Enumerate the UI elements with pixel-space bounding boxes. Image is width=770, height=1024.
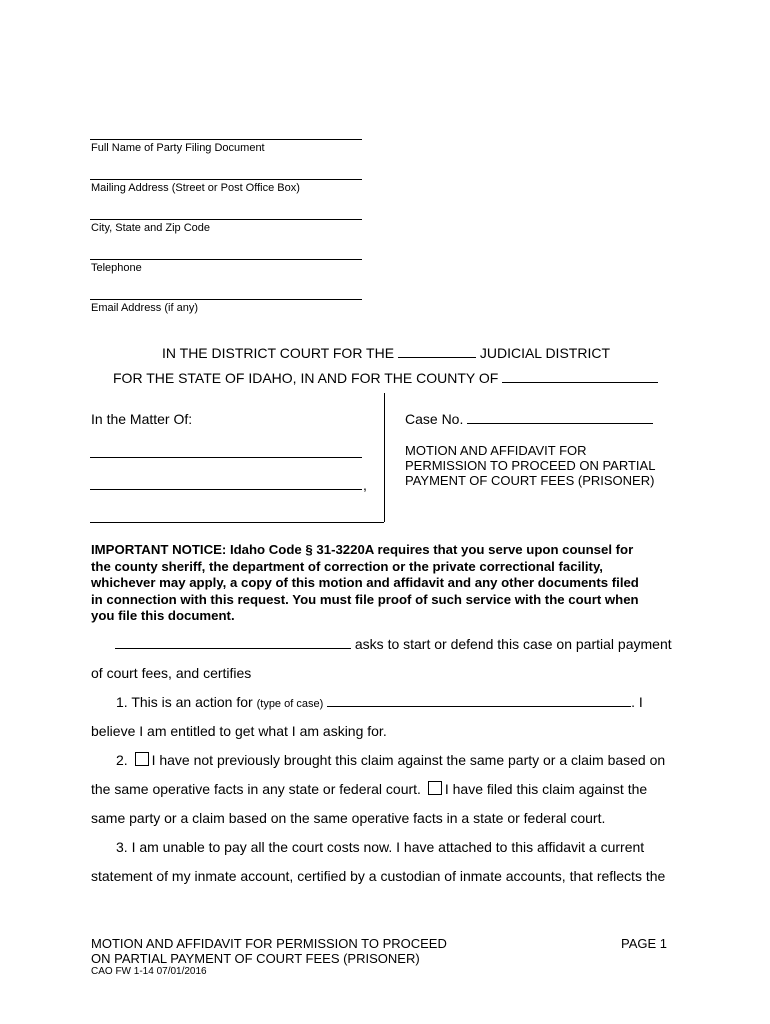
item-2-option-b: I have filed this claim against the bbox=[444, 781, 648, 797]
caption-bottom-line bbox=[90, 522, 384, 523]
item-2-line-1 bbox=[116, 752, 665, 768]
email-label: Email Address (if any) bbox=[91, 302, 198, 314]
district-number-field[interactable] bbox=[398, 357, 476, 358]
caption-divider bbox=[384, 393, 385, 522]
intro-line-1 bbox=[115, 636, 672, 652]
item-2-line-2-text: the same operative facts in any state or federal court. bbox=[91, 781, 421, 797]
case-number-row bbox=[405, 411, 653, 427]
document-title bbox=[405, 443, 655, 488]
address-line[interactable] bbox=[90, 179, 362, 180]
name-line[interactable] bbox=[90, 139, 362, 140]
important-notice bbox=[91, 542, 639, 625]
county-field[interactable] bbox=[502, 382, 658, 383]
item-1-type-hint: (type of case) bbox=[256, 698, 324, 710]
item-1-prefix: 1. This is an action for bbox=[116, 694, 253, 710]
case-number-field[interactable] bbox=[467, 423, 653, 424]
city-label: City, State and Zip Code bbox=[91, 222, 211, 234]
item-2-prefix: 2. bbox=[116, 752, 128, 768]
city-line[interactable] bbox=[90, 219, 362, 220]
document-title-line: PAYMENT OF COURT FEES (PRISONER) bbox=[405, 473, 655, 488]
court-line-2-text: FOR THE STATE OF IDAHO, IN AND FOR THE COUNTY OF bbox=[113, 370, 499, 386]
intro-line-2: of court fees, and certifies bbox=[91, 665, 252, 681]
court-line-1 bbox=[162, 345, 610, 361]
address-label: Mailing Address (Street or Post Office Box) bbox=[91, 182, 300, 194]
court-line-1-before: IN THE DISTRICT COURT FOR THE bbox=[162, 345, 395, 361]
notice-line: in connection with this request. You must file proof of such service with the court when bbox=[91, 591, 639, 607]
footer-title bbox=[91, 936, 447, 966]
footer-title-line: MOTION AND AFFIDAVIT FOR PERMISSION TO PROCEED bbox=[91, 936, 447, 951]
item-2-line-2 bbox=[91, 781, 647, 797]
court-line-1-after: JUDICIAL DISTRICT bbox=[479, 345, 610, 361]
telephone-line[interactable] bbox=[90, 259, 362, 260]
court-line-2 bbox=[113, 370, 658, 386]
party-comma: , bbox=[363, 477, 367, 493]
form-code: CAO FW 1-14 07/01/2016 bbox=[91, 966, 207, 977]
notice-line: IMPORTANT NOTICE: Idaho Code § 31-3220A requires that you serve upon counsel for bbox=[91, 542, 634, 557]
page-number: PAGE 1 bbox=[621, 936, 668, 951]
telephone-label: Telephone bbox=[91, 262, 142, 274]
notice-line: the county sheriff, the department of correction or the private correctional facility, bbox=[91, 558, 603, 574]
name-label: Full Name of Party Filing Document bbox=[91, 142, 265, 154]
party-name-field[interactable] bbox=[115, 648, 351, 649]
notice-line: you file this document. bbox=[91, 608, 235, 623]
party-name-line-1[interactable] bbox=[90, 457, 362, 458]
footer-title-line: ON PARTIAL PAYMENT OF COURT FEES (PRISONER) bbox=[91, 951, 420, 966]
item-1-line-1 bbox=[116, 694, 643, 710]
document-title-line: PERMISSION TO PROCEED ON PARTIAL bbox=[405, 458, 656, 473]
item-3-line-1: 3. I am unable to pay all the court costs now. I have attached to this affidavit a current bbox=[116, 839, 645, 855]
document-title-line: MOTION AND AFFIDAVIT FOR bbox=[405, 443, 587, 458]
matter-of-label: In the Matter Of: bbox=[91, 411, 193, 427]
notice-line: whichever may apply, a copy of this motion and affidavit and any other documents filed bbox=[91, 575, 639, 590]
not-previously-brought-checkbox[interactable] bbox=[135, 752, 149, 766]
email-line[interactable] bbox=[90, 299, 362, 300]
item-2-option-a: I have not previously brought this claim against the same party or a claim based on bbox=[151, 752, 666, 768]
item-1-end: . I bbox=[631, 694, 643, 710]
have-filed-checkbox[interactable] bbox=[428, 781, 442, 795]
item-1-line-2: believe I am entitled to get what I am asking for. bbox=[91, 723, 387, 739]
type-of-case-field[interactable] bbox=[327, 706, 631, 707]
item-3-line-2: statement of my inmate account, certified by a custodian of inmate accounts, that reflects the bbox=[91, 868, 666, 884]
intro-text: asks to start or defend this case on partial payment bbox=[354, 636, 672, 652]
case-number-label: Case No. bbox=[405, 411, 464, 427]
item-2-line-3: same party or a claim based on the same operative facts in a state or federal court. bbox=[91, 810, 606, 826]
party-name-line-2[interactable] bbox=[90, 489, 362, 490]
